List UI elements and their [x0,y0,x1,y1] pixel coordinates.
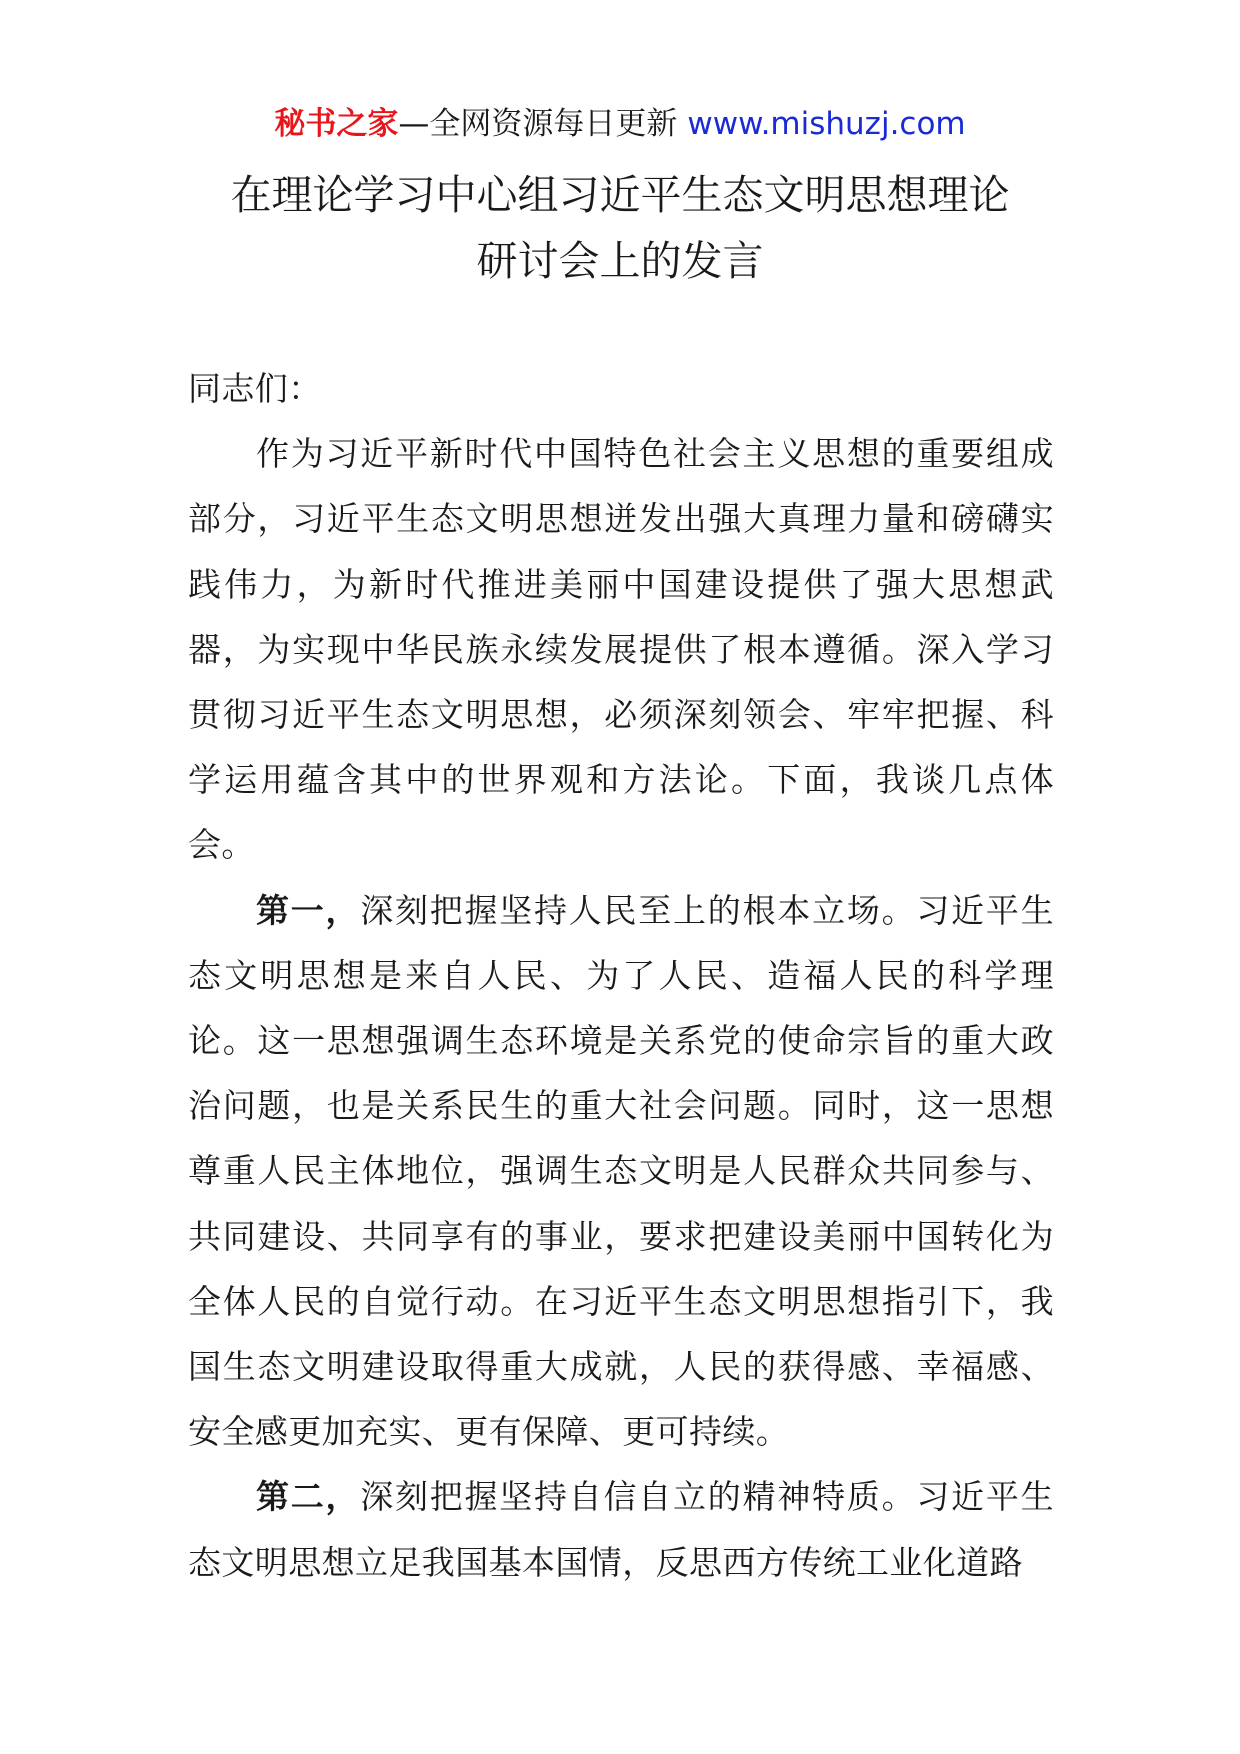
salutation: 同志们： [188,369,322,408]
point-one-text: 深刻把握坚持人民至上的根本立场。习近平生态文明思想是来自人民、为了人民、造福人民的科学理论。这一思想强调生态环境是关系党的使命宗旨的重大政治问题，也是关系民生的重大社会问题。同时，这一思想尊重人民主体地位，强调生态文明是人民群众共同参与、共同建设、共同享有的事业，要求把建设美丽中国转化为全体人民的自觉行动。在习近平生态文明思想指引下，我国生态文明建设取得重大成就，人民的获得感、幸福感、安全感更加充实、更有保障、更可持续。 [188,890,1054,1452]
site-tagline: —全网资源每日更新 [398,106,678,142]
document-title [0,162,1240,294]
site-url-link[interactable]: www.mishuzj.com [687,106,966,142]
point-two-label: 第二， [256,1477,361,1517]
point-two-text: 深刻把握坚持自信自立的精神特质。习近平生态文明思想立足我国基本国情，反思西方传统工业化道路 [188,1477,1054,1582]
site-brand: 秘书之家 [274,106,399,142]
point-one-label: 第一， [256,890,361,930]
point-one-paragraph [188,878,1054,1465]
point-two-paragraph [188,1464,1054,1594]
title-line-1: 在理论学习中心组习近平生态文明思想理论 [230,171,1010,219]
site-banner [0,100,1240,148]
intro-paragraph: 作为习近平新时代中国特色社会主义思想的重要组成部分，习近平生态文明思想迸发出强大真理力量和磅礴实践伟力，为新时代推进美丽中国建设提供了强大思想武器，为实现中华民族永续发展提供了根本遵循。深入学习贯彻习近平生态文明思想，必须深刻领会、牢牢把握、科学运用蕴含其中的世界观和方法论。下面，我谈几点体会。 [188,434,1054,865]
title-line-2: 研讨会上的发言 [476,237,764,285]
document-body [188,356,1054,1595]
